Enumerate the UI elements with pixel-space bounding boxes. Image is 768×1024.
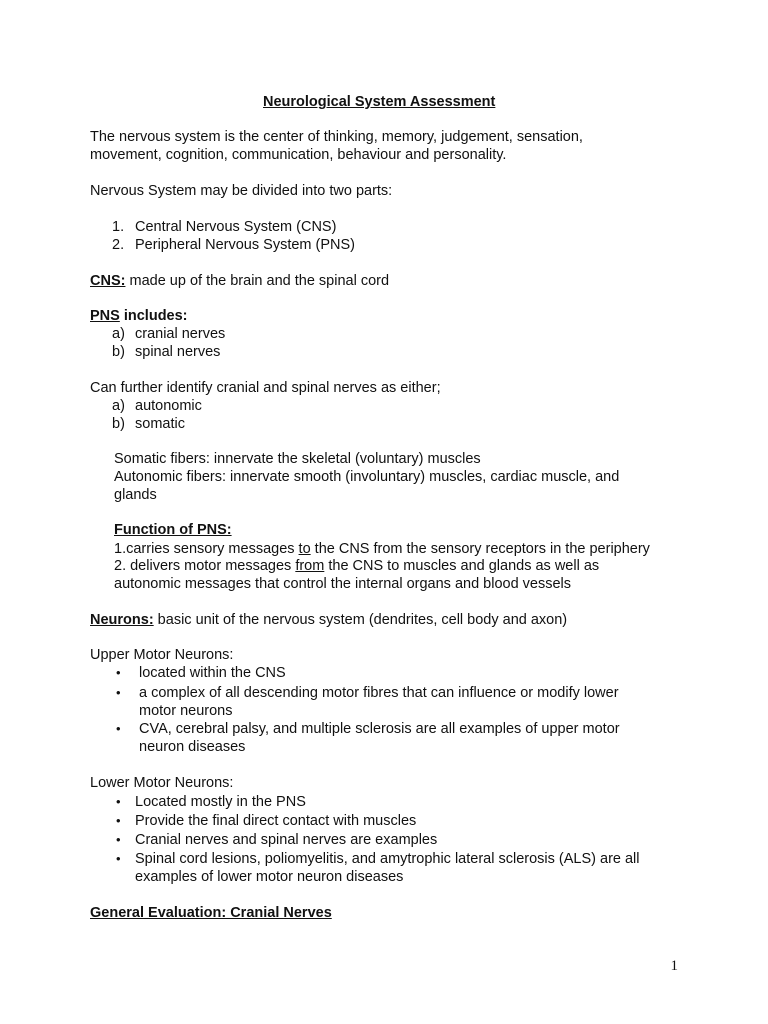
list-item: neuron diseases bbox=[139, 739, 246, 755]
pns-heading bbox=[90, 307, 188, 325]
fibers-line-1: Somatic fibers: innervate the skeletal (voluntary) muscles bbox=[114, 451, 481, 467]
function-heading: Function of PNS: bbox=[114, 522, 232, 538]
neurons-definition bbox=[90, 611, 567, 629]
list-item: Peripheral Nervous System (PNS) bbox=[135, 237, 355, 253]
function-text: the CNS to muscles and glands as well as bbox=[324, 558, 600, 574]
list-item: cranial nerves bbox=[135, 326, 226, 342]
list-item: Located mostly in the PNS bbox=[135, 794, 306, 810]
function-emphasis: to bbox=[298, 541, 311, 557]
divided-text: Nervous System may be divided into two parts: bbox=[90, 183, 393, 199]
bullet-icon: • bbox=[116, 832, 121, 847]
bullet-icon: • bbox=[116, 665, 121, 680]
list-item: motor neurons bbox=[139, 703, 233, 719]
page-title: Neurological System Assessment bbox=[263, 94, 496, 110]
list-item: Provide the final direct contact with muscles bbox=[135, 813, 417, 829]
intro-line-2: movement, cognition, communication, behaviour and personality. bbox=[90, 147, 507, 163]
bullet-icon: • bbox=[116, 851, 121, 866]
neurons-text: basic unit of the nervous system (dendrites, cell body and axon) bbox=[153, 612, 568, 628]
list-item: Central Nervous System (CNS) bbox=[135, 219, 337, 235]
cns-label: CNS: bbox=[90, 273, 126, 289]
list-marker: 1. bbox=[112, 219, 125, 235]
page-number: 1 bbox=[670, 958, 678, 974]
list-item: spinal nerves bbox=[135, 344, 221, 360]
list-marker: b) bbox=[112, 344, 125, 360]
list-item: Cranial nerves and spinal nerves are examples bbox=[135, 832, 438, 848]
list-marker: 2. bbox=[112, 237, 125, 253]
fibers-line-2: Autonomic fibers: innervate smooth (involuntary) muscles, cardiac muscle, and bbox=[114, 469, 620, 485]
lower-heading: Lower Motor Neurons: bbox=[90, 775, 234, 791]
pns-label: PNS bbox=[90, 308, 120, 324]
bullet-icon: • bbox=[116, 813, 121, 828]
function-text: 1.carries sensory messages bbox=[114, 541, 299, 557]
bullet-icon: • bbox=[116, 685, 121, 700]
list-item: Spinal cord lesions, poliomyelitis, and amytrophic lateral sclerosis (ALS) are all bbox=[135, 851, 640, 867]
function-emphasis: from bbox=[295, 558, 325, 574]
function-text: 2. delivers motor messages bbox=[114, 558, 296, 574]
list-item: CVA, cerebral palsy, and multiple sclerosis are all examples of upper motor bbox=[139, 721, 620, 737]
intro-line-1: The nervous system is the center of thinking, memory, judgement, sensation, bbox=[90, 129, 583, 145]
bullet-icon: • bbox=[116, 721, 121, 736]
upper-heading: Upper Motor Neurons: bbox=[90, 647, 234, 663]
general-evaluation-heading: General Evaluation: Cranial Nerves bbox=[90, 905, 332, 921]
list-item: examples of lower motor neuron diseases bbox=[135, 869, 404, 885]
function-text: the CNS from the sensory receptors in the periphery bbox=[310, 541, 650, 557]
list-item: located within the CNS bbox=[139, 665, 286, 681]
fibers-line-3: glands bbox=[114, 487, 157, 503]
list-marker: b) bbox=[112, 416, 125, 432]
list-item: somatic bbox=[135, 416, 185, 432]
function-line-2 bbox=[114, 557, 599, 575]
list-item: autonomic bbox=[135, 398, 202, 414]
pns-label-rest: includes: bbox=[119, 308, 188, 324]
list-marker: a) bbox=[112, 326, 125, 342]
identify-text: Can further identify cranial and spinal nerves as either; bbox=[90, 380, 441, 396]
function-line-3: autonomic messages that control the internal organs and blood vessels bbox=[114, 576, 572, 592]
bullet-icon: • bbox=[116, 794, 121, 809]
list-marker: a) bbox=[112, 398, 125, 414]
list-item: a complex of all descending motor fibres that can influence or modify lower bbox=[139, 685, 619, 701]
cns-definition bbox=[90, 272, 389, 290]
cns-text: made up of the brain and the spinal cord bbox=[129, 273, 390, 289]
function-line-1 bbox=[114, 540, 650, 558]
neurons-label: Neurons: bbox=[90, 612, 154, 628]
